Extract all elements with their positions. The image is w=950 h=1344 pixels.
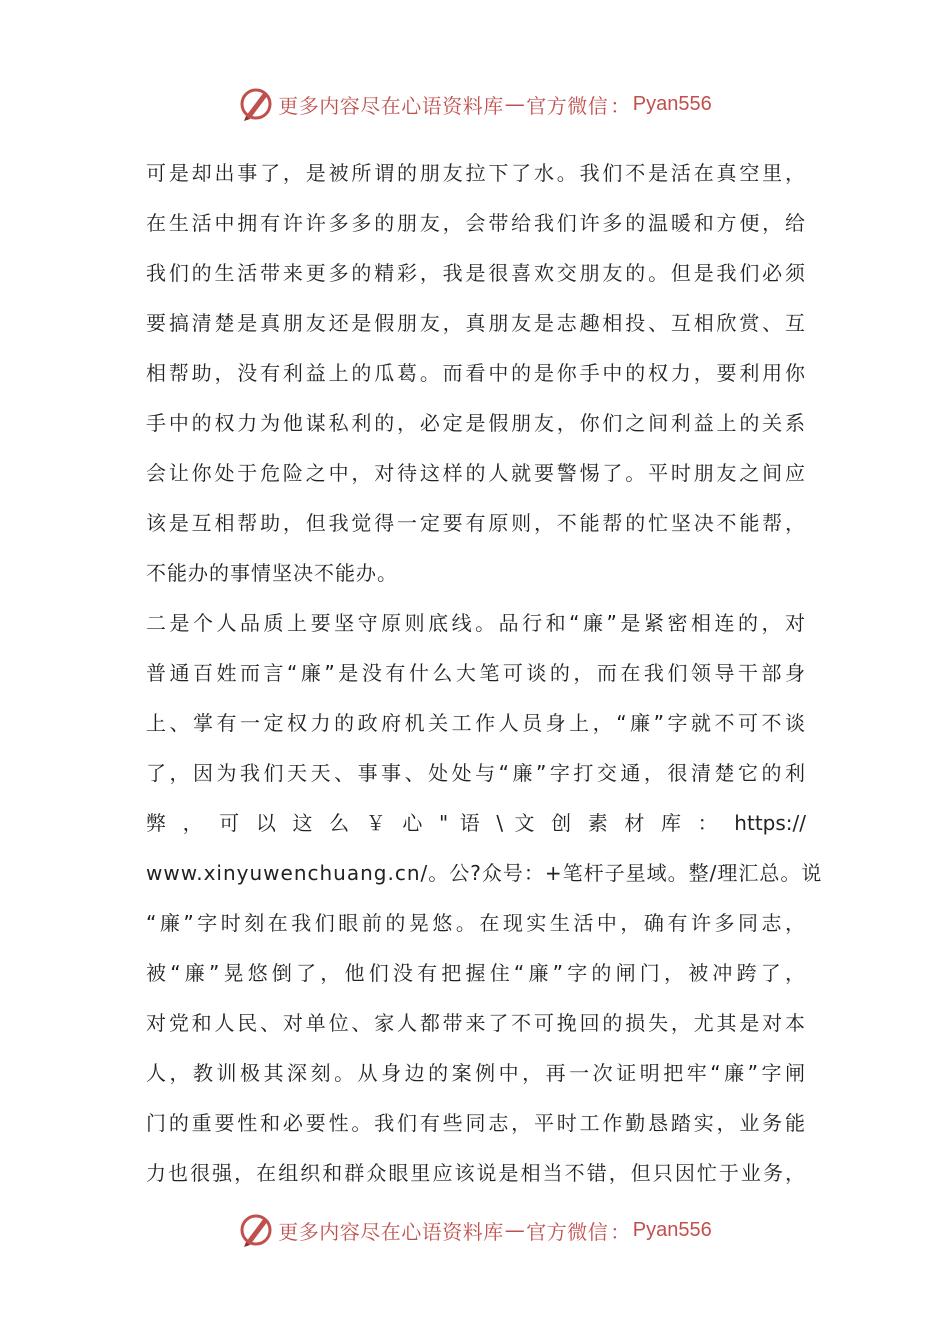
header-colon: ： <box>610 93 631 118</box>
text-line: 要搞清楚是真朋友还是假朋友，真朋友是志趣相投、互相欣赏、互 <box>146 311 806 335</box>
text-line: 我们的生活带来更多的精彩，我是很喜欢交朋友的。但是我们必须 <box>146 261 806 285</box>
text-line: 不能办的事情坚决不能办。 <box>146 561 398 585</box>
footer-site-text: 更多内容尽在心语资料库 <box>278 1219 504 1244</box>
text-line: 了，因为我们天天、事事、处处与“廉”字打交通，很清楚它的利 <box>146 761 806 785</box>
footer-colon: ： <box>610 1219 631 1244</box>
text-line: 在生活中拥有许许多多的朋友，会带给我们许多的温暖和方便，给 <box>146 211 806 235</box>
text-line: 弊 ， 可 以 这 么 ￥ 心 " 语 \ 文 创 素 材 库 ： https:// <box>146 811 806 835</box>
text-line: 手中的权力为他谋私利的，必定是假朋友，你们之间利益上的关系 <box>146 411 806 435</box>
footer-wechat-label: 官方微信 <box>526 1219 609 1244</box>
text-line: 门的重要性和必要性。我们有些同志，平时工作勤恳踏实，业务能 <box>146 1111 806 1135</box>
text-line: 可是却出事了，是被所谓的朋友拉下了水。我们不是活在真空里， <box>146 161 806 185</box>
header-separator: — <box>504 92 526 116</box>
body-text <box>146 148 823 1198</box>
text-line: 该是互相帮助，但我觉得一定要有原则，不能帮的忙坚决不能帮， <box>146 511 806 535</box>
text-line: 对党和人民、对单位、家人都带来了不可挽回的损失，尤其是对本 <box>146 1011 806 1035</box>
text-line: 上、掌有一定权力的政府机关工作人员身上，“廉”字就不可不谈 <box>146 711 806 735</box>
footer-banner <box>0 1210 950 1250</box>
footer-wechat-id: Pyan556 <box>632 1218 712 1241</box>
header-wechat-id: Pyan556 <box>632 92 712 115</box>
text-line: 力也很强，在组织和群众眼里应该说是相当不错，但只因忙于业务， <box>146 1161 806 1185</box>
header-wechat-label: 官方微信 <box>526 93 609 118</box>
text-line: “廉”字时刻在我们眼前的晃悠。在现实生活中，确有许多同志， <box>146 911 806 935</box>
text-line: 二是个人品质上要坚守原则底线。品行和“廉”是紧密相连的，对 <box>146 611 806 635</box>
header-banner <box>0 84 950 124</box>
text-line: www.xinyuwenchuang.cn/。公?众号：+笔杆子星域。整/理汇总。说 <box>146 861 823 885</box>
header-site-text: 更多内容尽在心语资料库 <box>278 93 504 118</box>
text-line: 被“廉”晃悠倒了，他们没有把握住“廉”字的闸门，被冲跨了， <box>146 961 806 985</box>
text-line: 会让你处于危险之中，对待这样的人就要警惕了。平时朋友之间应 <box>146 461 806 485</box>
text-line: 人，教训极其深刻。从身边的案例中，再一次证明把牢“廉”字闸 <box>146 1061 806 1085</box>
text-line: 普通百姓而言“廉”是没有什么大笔可谈的，而在我们领导干部身 <box>146 661 806 685</box>
pen-circle-logo-icon <box>238 1212 274 1248</box>
footer-separator: — <box>504 1218 526 1242</box>
text-line: 相帮助，没有利益上的瓜葛。而看中的是你手中的权力，要利用你 <box>146 361 806 385</box>
pen-circle-logo-icon <box>238 86 274 122</box>
